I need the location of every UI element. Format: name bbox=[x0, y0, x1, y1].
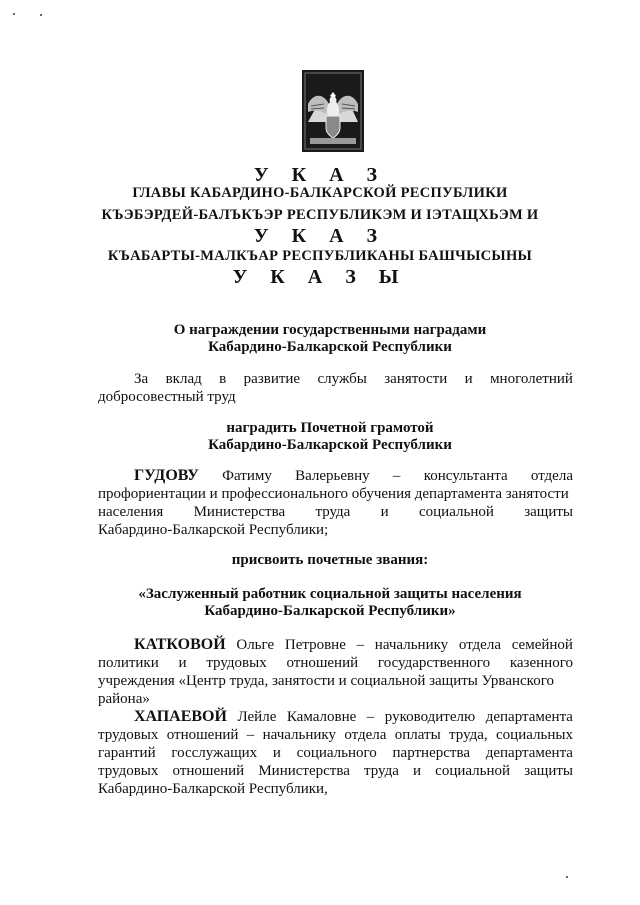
justified-line bbox=[98, 654, 573, 672]
word: социального bbox=[296, 745, 377, 761]
document-title-line: О награждении государственными наградами bbox=[173, 322, 487, 338]
coat-of-arms-emblem-icon bbox=[302, 70, 364, 152]
scan-speck bbox=[40, 14, 42, 16]
word: и bbox=[178, 655, 187, 671]
justified-line bbox=[98, 708, 573, 726]
word: и bbox=[380, 504, 389, 520]
word: населения bbox=[98, 504, 164, 520]
justified-line bbox=[98, 503, 573, 521]
decree-title: У К А З Ы bbox=[232, 266, 408, 288]
word: Камаловне bbox=[286, 709, 357, 725]
word: департамента bbox=[485, 709, 573, 725]
justified-line bbox=[98, 726, 573, 744]
award-heading bbox=[90, 420, 570, 454]
word: начальнику bbox=[374, 637, 449, 653]
text-line: добросовестный труд bbox=[98, 389, 236, 405]
decree-title: У К А З bbox=[253, 225, 387, 247]
recipient-surname: ХАПАЕВОЙ bbox=[134, 708, 227, 725]
word: – bbox=[356, 637, 365, 653]
word: – bbox=[392, 468, 401, 484]
word: Министерства bbox=[193, 504, 286, 520]
word: отдела bbox=[530, 468, 573, 484]
word: многолетний bbox=[490, 371, 573, 387]
recipient-surname: КАТКОВОЙ bbox=[134, 636, 226, 653]
word: Валерьевну bbox=[295, 468, 370, 484]
text-line: Кабардино-Балкарской Республики, bbox=[98, 781, 328, 797]
word: и bbox=[272, 745, 281, 761]
justified-line bbox=[98, 744, 573, 762]
award-heading-line: Кабардино-Балкарской Республики bbox=[208, 437, 452, 453]
award-heading-line: наградить Почетной грамотой bbox=[226, 420, 434, 436]
word: казенного bbox=[509, 655, 573, 671]
intro-paragraph bbox=[98, 370, 573, 406]
word: государственного bbox=[377, 655, 491, 671]
word: Ольге bbox=[236, 637, 275, 653]
text-line: Кабардино-Балкарской Республики; bbox=[98, 522, 329, 538]
word: семейной bbox=[511, 637, 573, 653]
justified-line bbox=[98, 370, 573, 388]
word: партнерства bbox=[392, 745, 470, 761]
word: вклад bbox=[165, 371, 202, 387]
word: оплаты bbox=[394, 727, 441, 743]
word: консультанта bbox=[423, 468, 508, 484]
word: защиты bbox=[524, 763, 573, 779]
word: социальной bbox=[435, 763, 511, 779]
award-heading-line: присвоить почетные звания: bbox=[231, 552, 429, 568]
word: труда bbox=[315, 504, 351, 520]
justified-line bbox=[98, 467, 573, 485]
word: Министерства bbox=[258, 763, 350, 779]
word: Лейле bbox=[237, 709, 277, 725]
word: труда bbox=[364, 763, 399, 779]
word: развитие bbox=[243, 371, 301, 387]
word: департамента bbox=[485, 745, 573, 761]
word: социальной bbox=[419, 504, 494, 520]
word: отдела bbox=[458, 637, 501, 653]
text-line: профориентации и профессионального обучения департамента занятости bbox=[98, 486, 569, 502]
word: Петровне bbox=[284, 637, 346, 653]
decree-subtitle: КЪАБАРТЫ-МАЛКЪАР РЕСПУБЛИКАНЫ БАШЧЫСЫНЫ bbox=[107, 248, 533, 264]
justified-line bbox=[98, 762, 573, 780]
word: За bbox=[134, 371, 149, 387]
award-paragraph-katkova bbox=[98, 636, 573, 708]
word: отношений bbox=[166, 727, 239, 743]
award-paragraph-gudova bbox=[98, 467, 573, 539]
word: занятости bbox=[384, 371, 448, 387]
decree-subtitle: КЪЭБЭРДЕЙ-БАЛЪКЪЭР РЕСПУБЛИКЭМ И ІЭТАЩХЬЭМ И bbox=[101, 207, 539, 223]
word: руководителю bbox=[384, 709, 476, 725]
award-section-heading bbox=[90, 552, 570, 569]
award-paragraph-khapaeva bbox=[98, 708, 573, 798]
scan-speck bbox=[566, 876, 568, 878]
recipient-surname: ГУДОВУ bbox=[134, 467, 199, 484]
document-title bbox=[90, 322, 570, 356]
decree-title: У К А З bbox=[253, 164, 387, 186]
word: труда, bbox=[449, 727, 488, 743]
word: в bbox=[219, 371, 227, 387]
word: политики bbox=[98, 655, 159, 671]
word: гарантий bbox=[98, 745, 156, 761]
word: госслужащих bbox=[171, 745, 258, 761]
text-line: района» bbox=[98, 691, 150, 707]
word: социальных bbox=[496, 727, 573, 743]
word: отношений bbox=[286, 655, 359, 671]
document-title-line: Кабардино-Балкарской Республики bbox=[208, 339, 452, 355]
word: защиты bbox=[524, 504, 573, 520]
word: службы bbox=[317, 371, 367, 387]
word: и bbox=[464, 371, 473, 387]
decree-subtitle: ГЛАВЫ КАБАРДИНО-БАЛКАРСКОЙ РЕСПУБЛИКИ bbox=[132, 185, 508, 201]
word: отношений bbox=[172, 763, 245, 779]
scan-speck bbox=[13, 13, 15, 15]
word: начальнику bbox=[262, 727, 336, 743]
word: трудовых bbox=[98, 727, 159, 743]
word: трудовых bbox=[206, 655, 267, 671]
honorary-title-line: «Заслуженный работник социальной защиты населения bbox=[138, 586, 522, 602]
honorary-title bbox=[90, 586, 570, 620]
word: – bbox=[366, 709, 375, 725]
word: отдела bbox=[344, 727, 387, 743]
justified-line bbox=[98, 636, 573, 654]
word: – bbox=[246, 727, 255, 743]
word: трудовых bbox=[98, 763, 159, 779]
text-line: учреждения «Центр труда, занятости и социальной защиты Урванского bbox=[98, 673, 554, 689]
word: и bbox=[413, 763, 422, 779]
word: Фатиму bbox=[222, 468, 272, 484]
honorary-title-line: Кабардино-Балкарской Республики» bbox=[204, 603, 456, 619]
